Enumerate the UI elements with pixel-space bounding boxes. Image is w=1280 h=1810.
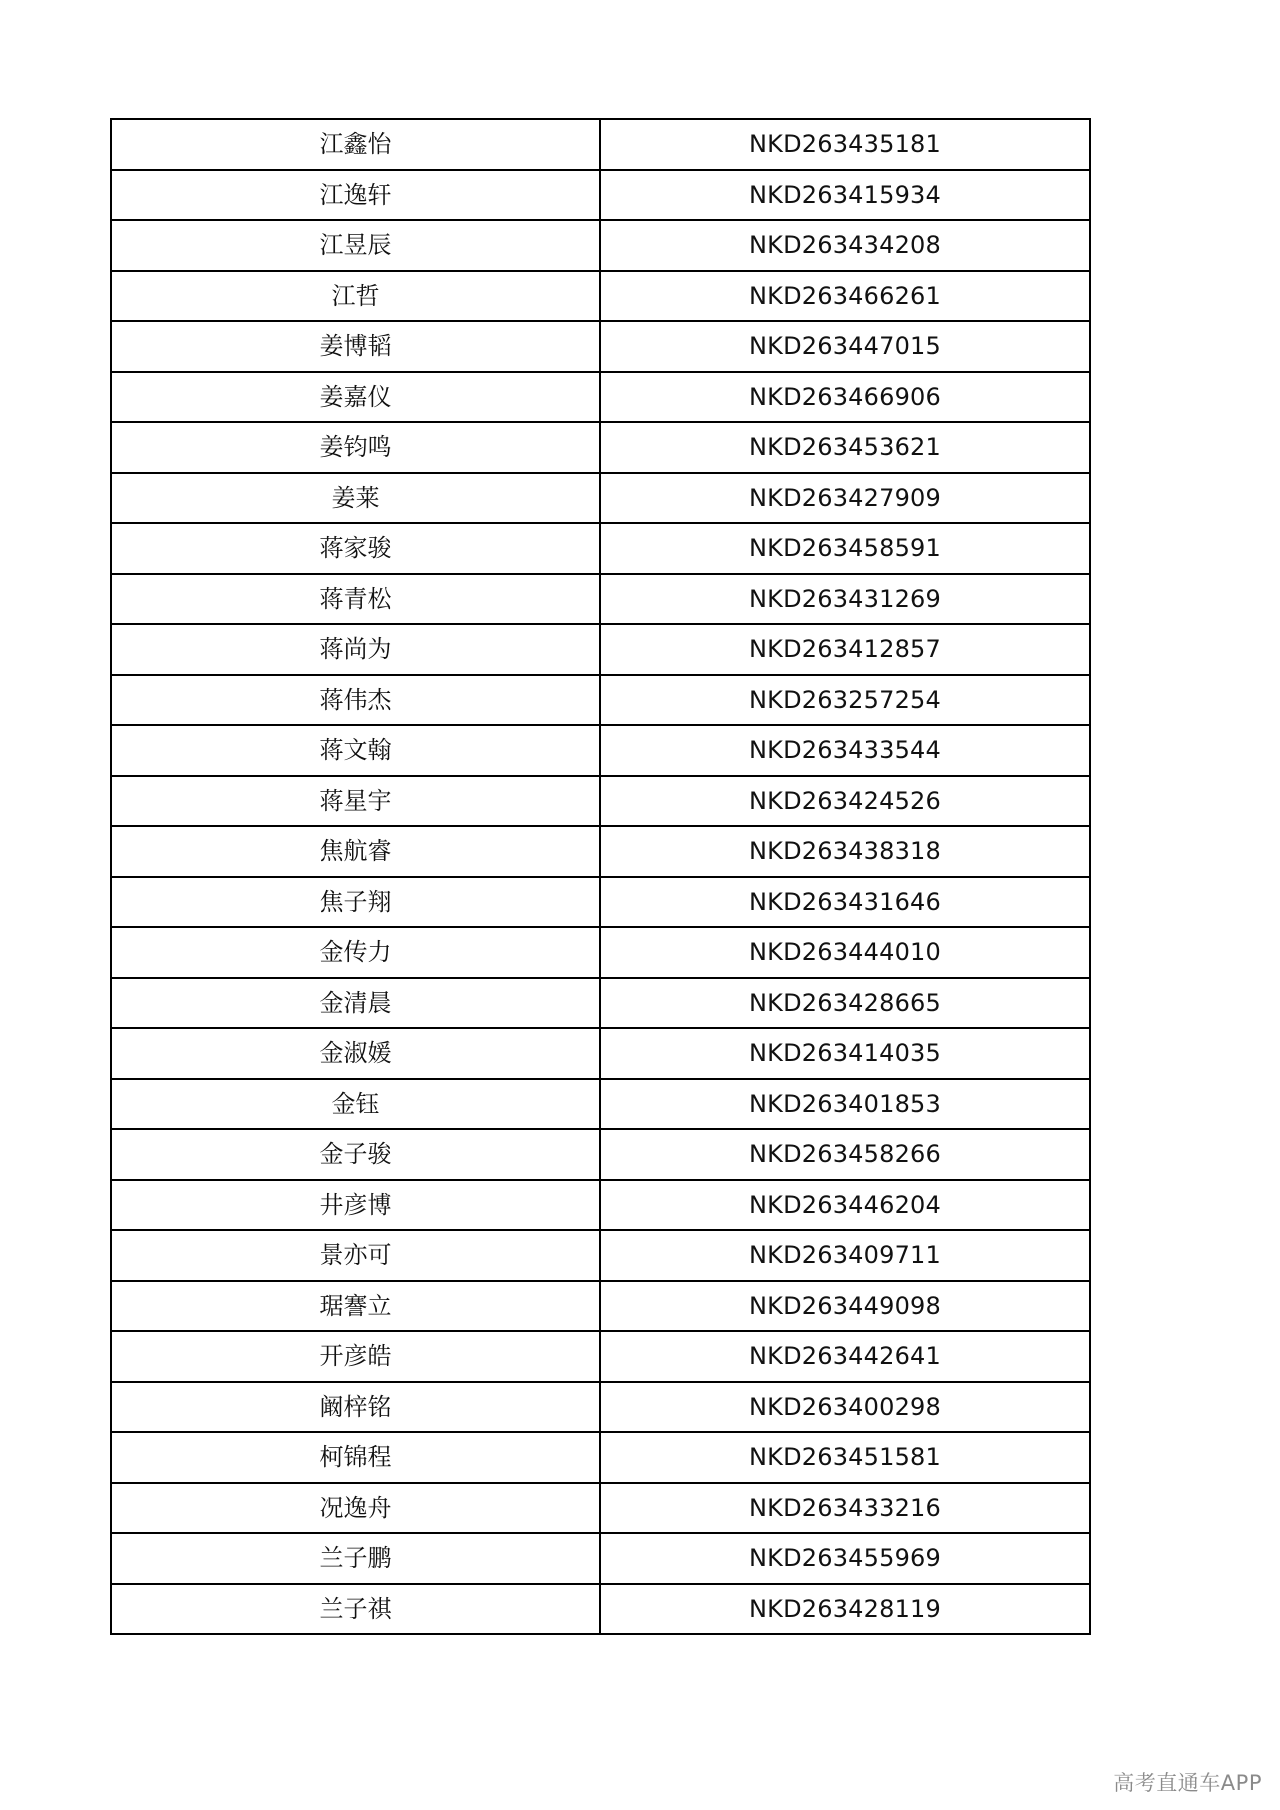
table-row [111, 927, 1090, 978]
exam-id-cell: NKD263431269 [600, 574, 1090, 625]
table-row [111, 1230, 1090, 1281]
table-row [111, 473, 1090, 524]
exam-id-cell: NKD263409711 [600, 1230, 1090, 1281]
exam-id-cell: NKD263257254 [600, 675, 1090, 726]
student-name-cell: 蒋伟杰 [111, 675, 600, 726]
student-name-cell: 兰子祺 [111, 1584, 600, 1635]
exam-id-cell: NKD263431646 [600, 877, 1090, 928]
table-row [111, 624, 1090, 675]
table-row [111, 119, 1090, 170]
table-row [111, 1331, 1090, 1382]
table-row [111, 1432, 1090, 1483]
table-row [111, 271, 1090, 322]
table-row [111, 372, 1090, 423]
table-row [111, 1483, 1090, 1534]
student-name-cell: 江昱辰 [111, 220, 600, 271]
exam-id-cell: NKD263466906 [600, 372, 1090, 423]
table-row [111, 1382, 1090, 1433]
student-name-cell: 兰子鹏 [111, 1533, 600, 1584]
exam-id-cell: NKD263424526 [600, 776, 1090, 827]
exam-id-cell: NKD263434208 [600, 220, 1090, 271]
student-name-cell: 焦子翔 [111, 877, 600, 928]
table-row [111, 1079, 1090, 1130]
student-name-cell: 蒋家骏 [111, 523, 600, 574]
table-row [111, 725, 1090, 776]
table-row [111, 1533, 1090, 1584]
table-row [111, 1180, 1090, 1231]
student-name-cell: 江鑫怡 [111, 119, 600, 170]
table-row [111, 1129, 1090, 1180]
student-name-cell: 金淑媛 [111, 1028, 600, 1079]
exam-id-cell: NKD263438318 [600, 826, 1090, 877]
exam-id-cell: NKD263401853 [600, 1079, 1090, 1130]
student-name-cell: 姜博韬 [111, 321, 600, 372]
table-row [111, 574, 1090, 625]
exam-id-cell: NKD263442641 [600, 1331, 1090, 1382]
table-row [111, 826, 1090, 877]
student-name-cell: 柯锦程 [111, 1432, 600, 1483]
exam-id-cell: NKD263449098 [600, 1281, 1090, 1332]
table-row [111, 1584, 1090, 1635]
table-row [111, 523, 1090, 574]
student-name-cell: 姜钧鸣 [111, 422, 600, 473]
exam-id-cell: NKD263458266 [600, 1129, 1090, 1180]
student-name-cell: 焦航睿 [111, 826, 600, 877]
student-name-cell: 金清晨 [111, 978, 600, 1029]
table-row [111, 1028, 1090, 1079]
table-row [111, 776, 1090, 827]
student-name-cell: 蒋星宇 [111, 776, 600, 827]
table-row [111, 321, 1090, 372]
exam-id-cell: NKD263458591 [600, 523, 1090, 574]
exam-id-cell: NKD263414035 [600, 1028, 1090, 1079]
student-name-cell: 井彦博 [111, 1180, 600, 1231]
exam-id-cell: NKD263446204 [600, 1180, 1090, 1231]
table-row [111, 170, 1090, 221]
exam-id-cell: NKD263428665 [600, 978, 1090, 1029]
exam-id-cell: NKD263412857 [600, 624, 1090, 675]
exam-id-cell: NKD263433216 [600, 1483, 1090, 1534]
student-name-cell: 金钰 [111, 1079, 600, 1130]
exam-id-cell: NKD263451581 [600, 1432, 1090, 1483]
exam-id-cell: NKD263455969 [600, 1533, 1090, 1584]
roster-table [110, 118, 1091, 1635]
exam-id-cell: NKD263444010 [600, 927, 1090, 978]
student-name-cell: 蒋青松 [111, 574, 600, 625]
student-name-cell: 金传力 [111, 927, 600, 978]
exam-id-cell: NKD263466261 [600, 271, 1090, 322]
exam-id-cell: NKD263400298 [600, 1382, 1090, 1433]
watermark-text: 高考直通车APP [1113, 1771, 1262, 1795]
student-name-cell: 况逸舟 [111, 1483, 600, 1534]
table-row [111, 877, 1090, 928]
student-name-cell: 阚梓铭 [111, 1382, 600, 1433]
table-row [111, 978, 1090, 1029]
exam-id-cell: NKD263453621 [600, 422, 1090, 473]
exam-id-cell: NKD263433544 [600, 725, 1090, 776]
student-name-cell: 蒋文翰 [111, 725, 600, 776]
table-row [111, 422, 1090, 473]
exam-id-cell: NKD263447015 [600, 321, 1090, 372]
table-row [111, 220, 1090, 271]
student-name-cell: 开彦皓 [111, 1331, 600, 1382]
exam-id-cell: NKD263428119 [600, 1584, 1090, 1635]
student-name-cell: 蒋尚为 [111, 624, 600, 675]
exam-id-cell: NKD263427909 [600, 473, 1090, 524]
student-name-cell: 江逸轩 [111, 170, 600, 221]
exam-id-cell: NKD263415934 [600, 170, 1090, 221]
student-name-cell: 琚謇立 [111, 1281, 600, 1332]
student-name-cell: 姜嘉仪 [111, 372, 600, 423]
table-row [111, 675, 1090, 726]
table-row [111, 1281, 1090, 1332]
student-name-cell: 金子骏 [111, 1129, 600, 1180]
roster-table-body [111, 119, 1090, 1634]
student-name-cell: 姜莱 [111, 473, 600, 524]
student-name-cell: 景亦可 [111, 1230, 600, 1281]
exam-id-cell: NKD263435181 [600, 119, 1090, 170]
student-name-cell: 江哲 [111, 271, 600, 322]
